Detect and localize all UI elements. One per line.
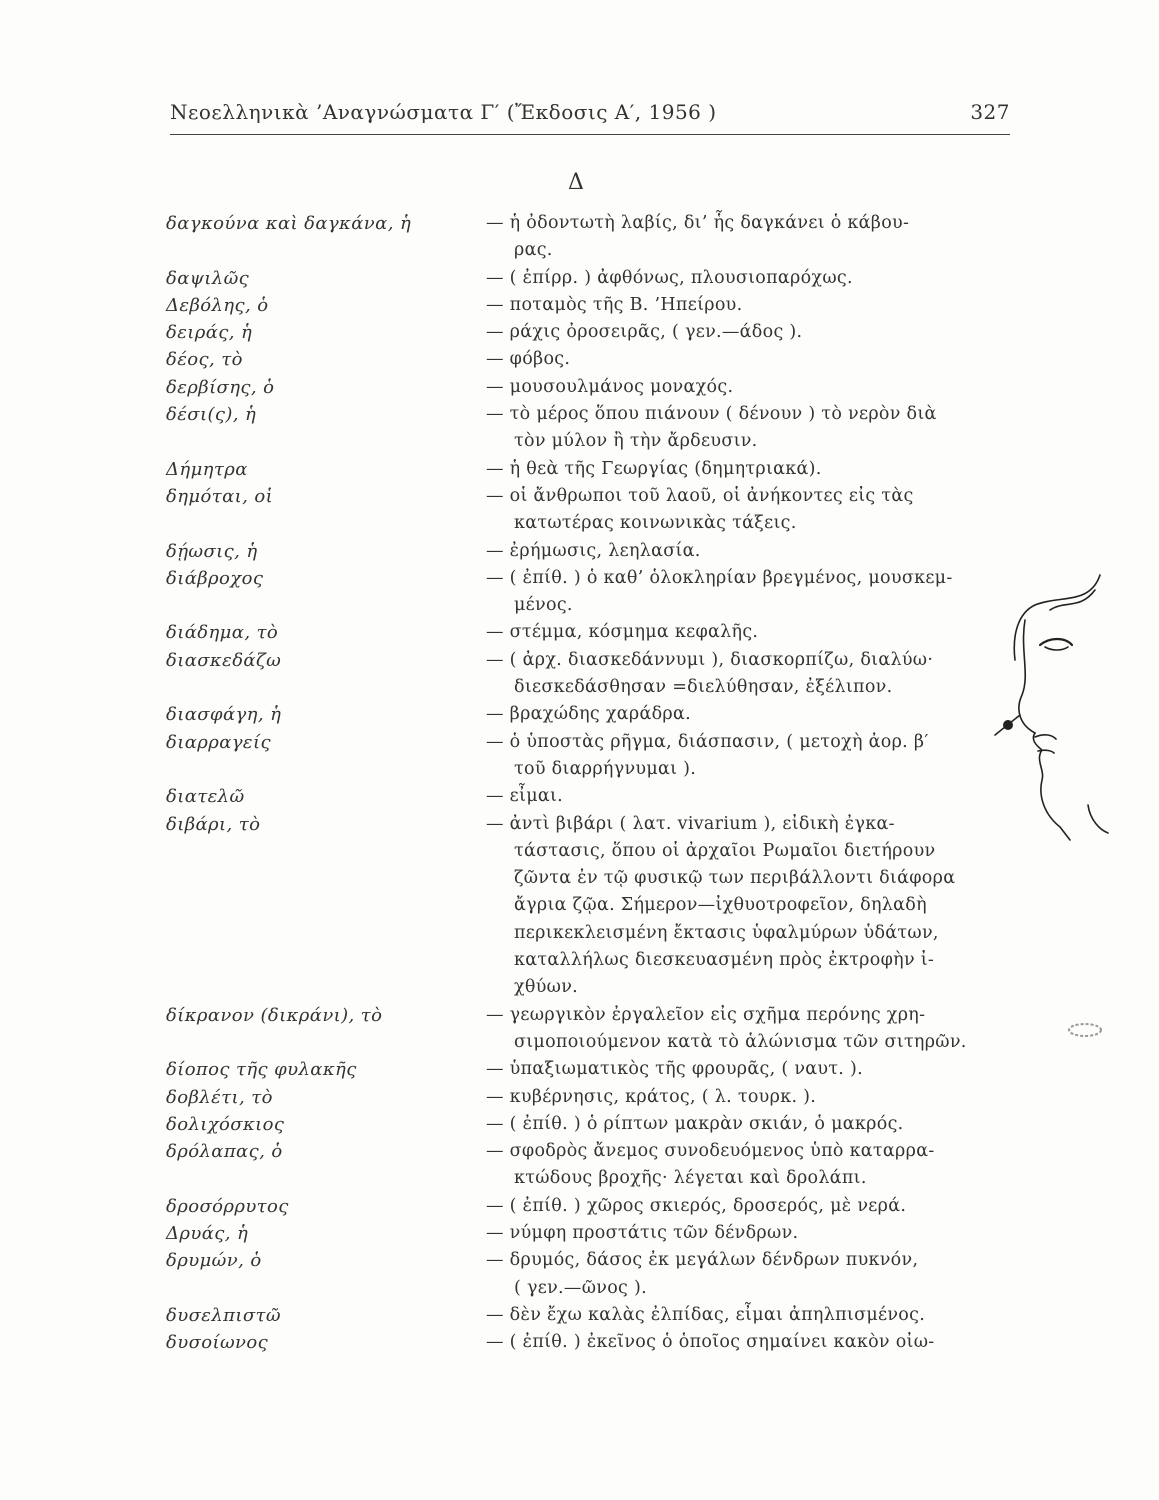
- entry-term: δρυμών, ὁ: [166, 1250, 262, 1272]
- glossary-entry: [166, 346, 1016, 373]
- definition-line: κτώδους βροχῆς· λέγεται καὶ δρολάπι.: [514, 1168, 867, 1189]
- definition-line: — ἀντὶ βιβάρι ( λατ. vivarium ), εἰδικὴ ἐγκα-: [486, 813, 895, 834]
- definition-line: — ( ἐπίθ. ) ὁ καθ’ ὁλοκληρίαν βρεγμένος, μουσκεμ-: [486, 567, 953, 588]
- page-header: [170, 100, 1010, 124]
- definition-line: — ὑπαξιωματικὸς τῆς φρουρᾶς, ( ναυτ. ).: [486, 1059, 864, 1080]
- entry-term: διάδημα, τὸ: [166, 622, 279, 644]
- glossary-entry: [166, 292, 1016, 319]
- definition-line: διεσκεδάσθησαν =διελύθησαν, ἐξέλιπον.: [514, 677, 893, 698]
- definition-line: — ( ἐπίρρ. ) ἀφθόνως, πλουσιοπαρόχως.: [486, 267, 853, 288]
- entry-term: Δρυάς, ἡ: [166, 1222, 249, 1244]
- definition-line: — ( ἐπίθ. ) ἐκεῖνος ὁ ὁποῖος σημαίνει κακὸν οἰω-: [486, 1332, 935, 1353]
- glossary-entry: [166, 456, 1016, 483]
- entry-term: δῄωσις, ἡ: [166, 540, 258, 562]
- definition-line: μένος.: [514, 595, 573, 616]
- entry-term: δαγκούνα καὶ δαγκάνα, ἡ: [166, 213, 412, 234]
- glossary-entry: [166, 783, 1016, 810]
- definition-line: — γεωργικὸν ἐργαλεῖον εἰς σχῆμα περόνης χρη-: [486, 1004, 926, 1025]
- entry-definition: [486, 265, 1016, 292]
- page-number: 327: [970, 100, 1010, 124]
- glossary-entry: [166, 483, 1016, 538]
- ink-smudge-icon: [1065, 1020, 1105, 1040]
- glossary-entry: [166, 538, 1016, 565]
- entry-definition: [486, 1002, 1016, 1057]
- entry-definition: [486, 1220, 1016, 1247]
- definition-line: — νύμφη προστάτις τῶν δένδρων.: [486, 1222, 799, 1243]
- entry-term: δερβίσης, ὁ: [166, 376, 275, 398]
- glossary-entry: [166, 647, 1016, 702]
- entry-term: δυσελπιστῶ: [166, 1304, 281, 1326]
- glossary-entry: [166, 1247, 1016, 1302]
- definition-line: — ράχις ὀροσειρᾶς, ( γεν.—άδος ).: [486, 322, 803, 343]
- definition-line: κατωτέρας κοινωνικὰς τάξεις.: [514, 513, 797, 534]
- definition-line: — βραχώδης χαράδρα.: [486, 704, 691, 725]
- definition-line: — φόβος.: [486, 349, 571, 370]
- definition-line: — σφοδρὸς ἄνεμος συνοδευόμενος ὑπὸ καταρρα-: [486, 1141, 935, 1162]
- glossary-entry: [166, 811, 1016, 1002]
- entry-term: δυσοίωνος: [166, 1332, 269, 1354]
- definition-line: — μουσουλμάνος μοναχός.: [486, 376, 734, 397]
- glossary-entry: [166, 565, 1016, 620]
- entry-definition: [486, 1329, 1016, 1356]
- section-letter: Δ: [568, 170, 584, 195]
- glossary-entry: [166, 1220, 1016, 1247]
- entry-definition: [486, 1302, 1016, 1329]
- entry-term: Δήμητρα: [166, 458, 248, 480]
- entry-definition: [486, 729, 1016, 784]
- definition-line: τὸν μύλον ἢ τὴν ἄρδευσιν.: [514, 431, 758, 452]
- definition-line: ζῶντα ἐν τῷ φυσικῷ των περιβάλλοντι διάφορα: [514, 868, 956, 889]
- definition-line: — εἶμαι.: [486, 786, 564, 807]
- entry-term: διάβροχος: [166, 567, 264, 589]
- definition-line: — ( ἐπίθ. ) χῶρος σκιερός, δροσερός, μὲ νερά.: [486, 1195, 907, 1216]
- entry-term: δίκρανον (δικράνι), τὸ: [166, 1004, 383, 1026]
- glossary-list: [166, 210, 1016, 1356]
- definition-line: ρας.: [514, 240, 553, 261]
- entry-term: Δεβόλης, ὁ: [166, 294, 269, 316]
- entry-definition: [486, 538, 1016, 565]
- definition-line: — οἱ ἄνθρωποι τοῦ λαοῦ, οἱ ἀνήκοντες εἰς τὰς: [486, 485, 914, 506]
- definition-line: — ἡ θεὰ τῆς Γεωργίας (δημητριακά).: [486, 458, 822, 479]
- glossary-entry: [166, 265, 1016, 292]
- definition-line: ἄγρια ζῷα. Σήμερον—ἰχθυοτροφεῖον, δηλαδὴ: [514, 895, 927, 916]
- entry-definition: [486, 210, 1016, 265]
- glossary-entry: [166, 1056, 1016, 1083]
- entry-definition: [486, 565, 1016, 620]
- glossary-entry: [166, 319, 1016, 346]
- definition-line: καταλλήλως διεσκευασμένη πρὸς ἐκτροφὴν ἰ-: [514, 950, 935, 971]
- definition-line: — ἐρήμωσις, λεηλασία.: [486, 540, 701, 561]
- definition-line: ( γεν.—ῶνος ).: [514, 1277, 648, 1298]
- definition-line: τάστασις, ὅπου οἱ ἀρχαῖοι Ρωμαῖοι διετήρουν: [514, 840, 936, 861]
- entry-term: δαψιλῶς: [166, 267, 250, 289]
- glossary-entry: [166, 729, 1016, 784]
- entry-definition: [486, 374, 1016, 401]
- entry-definition: [486, 319, 1016, 346]
- glossary-entry: [166, 1111, 1016, 1138]
- entry-definition: [486, 647, 1016, 702]
- definition-line: — ποταμὸς τῆς Β. ’Ηπείρου.: [486, 294, 743, 315]
- entry-term: δημόται, οἱ: [166, 485, 274, 507]
- entry-term: δολιχόσκιος: [166, 1113, 285, 1135]
- entry-definition: [486, 783, 1016, 810]
- glossary-entry: [166, 210, 1016, 265]
- glossary-entry: [166, 1084, 1016, 1111]
- entry-definition: [486, 456, 1016, 483]
- entry-definition: [486, 401, 1016, 456]
- entry-term: δίοπος τῆς φυλακῆς: [166, 1059, 357, 1081]
- entry-term: διασκεδάζω: [166, 649, 282, 671]
- entry-definition: [486, 1138, 1016, 1193]
- definition-line: — στέμμα, κόσμημα κεφαλῆς.: [486, 622, 759, 643]
- entry-term: διαρραγείς: [166, 731, 271, 753]
- definition-line: — τὸ μέρος ὅπου πιάνουν ( δένουν ) τὸ νερὸν διὰ: [486, 404, 937, 425]
- glossary-entry: [166, 401, 1016, 456]
- entry-definition: [486, 811, 1016, 1002]
- entry-definition: [486, 1084, 1016, 1111]
- entry-term: δρόλαπας, ὁ: [166, 1141, 283, 1163]
- entry-definition: [486, 1111, 1016, 1138]
- definition-line: χθύων.: [514, 977, 579, 998]
- definition-line: περικεκλεισμένη ἔκτασις ὑφαλμύρων ὑδάτων,: [514, 922, 939, 943]
- entry-definition: [486, 346, 1016, 373]
- glossary-entry: [166, 619, 1016, 646]
- definition-line: — ( ἀρχ. διασκεδάννυμι ), διασκορπίζω, διαλύω·: [486, 649, 934, 670]
- entry-term: δροσόρρυτος: [166, 1195, 289, 1217]
- glossary-entry: [166, 1302, 1016, 1329]
- entry-definition: [486, 292, 1016, 319]
- definition-line: — δρυμός, δάσος ἐκ μεγάλων δένδρων πυκνόν,: [486, 1250, 919, 1271]
- definition-line: — κυβέρνησις, κράτος, ( λ. τουρκ. ).: [486, 1086, 817, 1107]
- definition-line: σιμοποιούμενον κατὰ τὸ ἁλώνισμα τῶν σιτηρῶν.: [514, 1031, 967, 1052]
- definition-line: τοῦ διαρρήγνυμαι ).: [514, 758, 697, 779]
- entry-term: διβάρι, τὸ: [166, 813, 261, 835]
- entry-term: δειράς, ἡ: [166, 322, 253, 344]
- entry-definition: [486, 1193, 1016, 1220]
- entry-definition: [486, 1247, 1016, 1302]
- entry-term: δοβλέτι, τὸ: [166, 1086, 273, 1108]
- glossary-entry: [166, 374, 1016, 401]
- header-rule: [170, 134, 1010, 135]
- entry-term: διασφάγη, ἡ: [166, 704, 282, 726]
- entry-definition: [486, 1056, 1016, 1083]
- entry-definition: [486, 701, 1016, 728]
- definition-line: — ὁ ὑποστὰς ρῆγμα, διάσπασιν, ( μετοχὴ ἀορ. β′: [486, 731, 929, 752]
- definition-line: — δὲν ἔχω καλὰς ἐλπίδας, εἶμαι ἀπηλπισμένος.: [486, 1304, 926, 1325]
- glossary-entry: [166, 1329, 1016, 1356]
- entry-term: διατελῶ: [166, 786, 245, 808]
- glossary-entry: [166, 1138, 1016, 1193]
- entry-definition: [486, 619, 1016, 646]
- glossary-entry: [166, 1002, 1016, 1057]
- definition-line: — ( ἐπίθ. ) ὁ ρίπτων μακρὰν σκιάν, ὁ μακρός.: [486, 1113, 904, 1134]
- entry-term: δέος, τὸ: [166, 349, 243, 371]
- book-title: Νεοελληνικὰ ’Αναγνώσματα Γ′ (Ἔκδοσις Α′, 1956 ): [170, 100, 717, 124]
- entry-term: δέσι(ς), ἡ: [166, 404, 257, 426]
- face-sketch-icon: [990, 565, 1110, 855]
- glossary-entry: [166, 701, 1016, 728]
- glossary-entry: [166, 1193, 1016, 1220]
- definition-line: — ἡ ὀδοντωτὴ λαβίς, δι’ ἧς δαγκάνει ὁ κάβου-: [486, 213, 910, 233]
- entry-definition: [486, 483, 1016, 538]
